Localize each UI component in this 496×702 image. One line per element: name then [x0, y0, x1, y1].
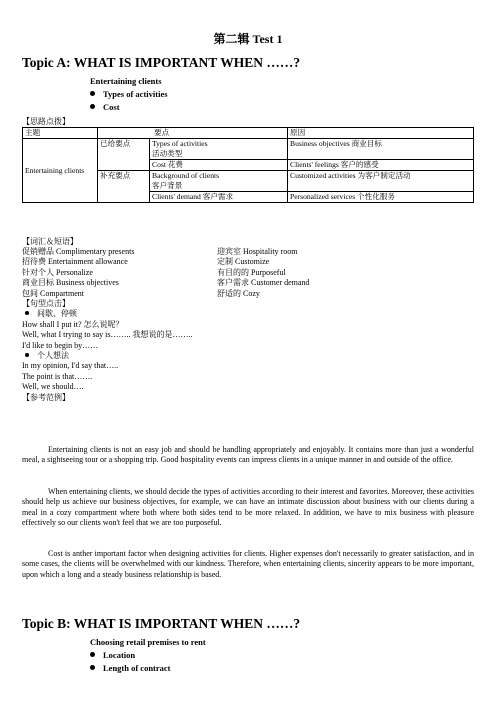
bullet-icon	[90, 104, 95, 109]
table-header-row	[23, 128, 474, 139]
extra-points-label: 补充要点	[98, 171, 150, 203]
table-topic-cell: Entertaining clients	[23, 139, 98, 203]
page-title: 第二辑 Test 1	[213, 32, 283, 46]
sentence-group-label: 个人想法	[22, 351, 192, 361]
sample-heading: 【参考范例】	[22, 392, 70, 402]
sentence-group-label: 间歇、停顿	[22, 309, 192, 319]
topic-b-subject: Choosing retail premises to rent	[90, 637, 206, 647]
bullet-icon	[90, 91, 95, 96]
vocab-item: 定制 Customize	[217, 257, 270, 267]
vocab-item: 客户需求 Customer demand	[217, 278, 310, 288]
table-cell: Clients' feelings 客户的感受	[288, 160, 474, 171]
vocab-item: 促销赠品 Complimentary presents	[22, 247, 135, 256]
sample-paragraph-2: When entertaining clients, we should decide the types of activities according to their interest and favorites. Moreover, these activities should help us achieve our business objectives, for example, we can have an intimate discussion about business with our clients during a meal in a cozy compartment where both where both sides tend to be more relaxed. In addition, we have to mix business with pleasure effectively so our clients won't feel that we are too purposeful.	[22, 487, 474, 528]
vocab-item: 招待费 Entertainment allowance	[22, 257, 128, 267]
guide-heading: 【思路点拨】	[22, 117, 70, 126]
table-cell: Customized activities 为客户制定活动	[288, 171, 474, 192]
bullet-icon	[25, 353, 29, 357]
topic-b-bullet-1: Location	[90, 650, 135, 660]
vocab-heading: 【词汇＆短语】	[22, 237, 78, 246]
vocab-column-right	[217, 247, 309, 299]
table-cell: Cost 花费	[150, 160, 288, 171]
table-row	[23, 139, 474, 160]
table-header: 主题	[23, 128, 98, 139]
vocab-item: 商业目标 Business objectives	[22, 278, 119, 288]
vocab-item: 包间 Compartment	[22, 288, 84, 298]
vocab-column-left	[22, 247, 134, 299]
topic-a-bullet-2: Cost	[90, 102, 120, 112]
vocab-item: 针对个人 Personalize	[22, 267, 93, 277]
sample-paragraph-3: Cost is anther important factor when designing activities for clients. Higher expenses don't necessarily to greater satisfaction, and in some cases, the clients will be overwhelmed with our kindness. Therefore, when entertaining clients, sincerity appears to be more important, upon which a long and a steady business relationship is based.	[22, 549, 474, 579]
sentence-line: In my opinion, I'd say that…..	[22, 361, 119, 371]
vocab-item: 迎宾室 Hospitality room	[217, 247, 298, 256]
topic-a-bullet-1: Types of activities	[90, 89, 168, 99]
topic-a-heading: Topic A: WHAT IS IMPORTANT WHEN ……?	[22, 55, 301, 70]
table-cell: Clients' demand 客户需求	[150, 192, 288, 203]
topic-b-bullet-2: Length of contract	[90, 663, 171, 673]
vocab-item: 有目的的 Purposeful	[217, 267, 286, 277]
sentence-section	[22, 299, 192, 403]
sentence-line: How shall I put it? 怎么说呢？	[22, 319, 124, 329]
bullet-icon	[90, 652, 95, 657]
bullet-icon	[25, 311, 29, 315]
sentence-line: The point is that…….	[22, 371, 93, 381]
table-cell: Background of clients 客户背景	[150, 171, 288, 192]
table-cell: Types of activities 活动类型	[150, 139, 288, 160]
topic-a-subject: Entertaining clients	[90, 76, 162, 86]
table-header: 原因	[288, 128, 474, 139]
bullet-icon	[90, 665, 95, 670]
table-cell: Personalized services 个性化服务	[288, 192, 474, 203]
topic-b-heading: Topic B: WHAT IS IMPORTANT WHEN ……?	[22, 616, 301, 631]
table-header: 要点	[98, 128, 288, 139]
sentence-line: I'd like to begin by……	[22, 340, 99, 350]
ideas-table	[22, 127, 474, 203]
sample-paragraph-1: Entertaining clients is not an easy job and should be handling appropriately and enjoyably. It contains more than just a wonderful meal, a sightseeing tour or a shopping trip. Good hospitality events can impress clients in a unique manner in and outside of the office.	[22, 445, 474, 465]
sentence-line: Well, we should….	[22, 382, 84, 392]
vocab-item: 舒适的 Cozy	[217, 288, 260, 298]
sentence-line: Well, what I trying to say is…….. 我想说的是……..	[22, 330, 193, 340]
given-points-label: 已给要点	[98, 139, 150, 171]
table-cell: Business objectives 商业目标	[288, 139, 474, 160]
sentence-heading: 【句型点击】	[22, 299, 70, 308]
